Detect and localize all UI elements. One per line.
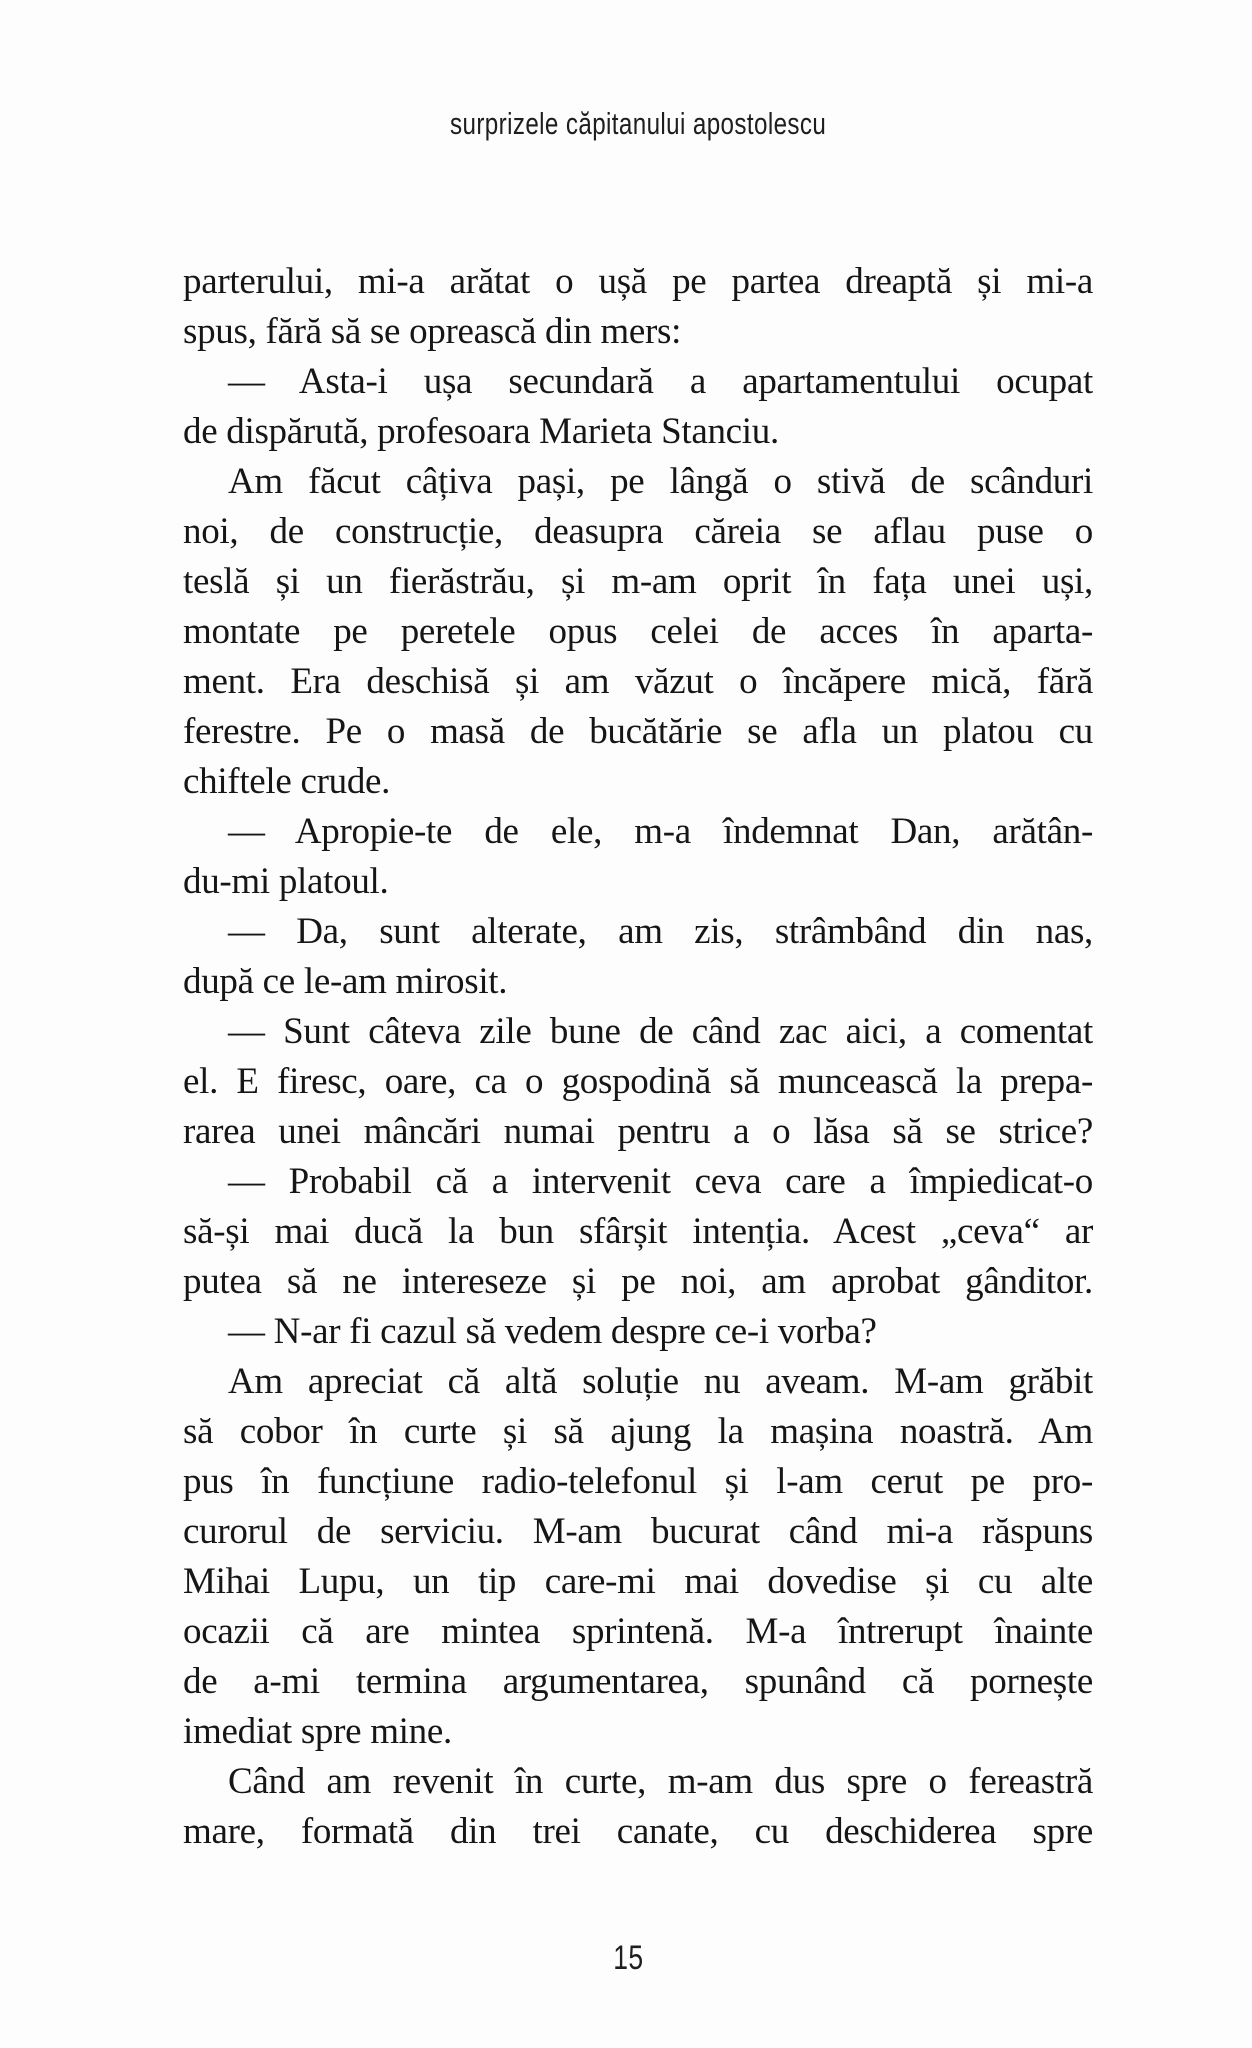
text-line: de dispărută, profesoara Marieta Stanciu. [183,411,779,452]
text-line: parterului, mi-a arătat o ușă pe partea dreaptă și mi-a [183,261,1093,302]
text-block [183,257,1093,1857]
text-line: mare, formată din trei canate, cu deschiderea spre [183,1811,1093,1852]
text-line: chiftele crude. [183,761,391,802]
text-line: Mihai Lupu, un tip care-mi mai dovedise și cu alte [183,1561,1093,1602]
running-header-title: surprizele căpitanului apostolescu [449,106,827,141]
page-number-value: 15 [612,1939,644,1977]
text-line: curorul de serviciu. M-am bucurat când mi-a răspuns [183,1511,1093,1552]
text-line: — Da, sunt alterate, am zis, strâmbând din nas, [228,911,1093,952]
text-line: pus în funcțiune radio-telefonul și l-am cerut pe pro- [183,1461,1093,1502]
text-line: noi, de construcție, deasupra căreia se aflau puse o [183,511,1093,552]
text-line: Am apreciat că altă soluție nu aveam. M-am grăbit [228,1361,1093,1402]
text-line: Când am revenit în curte, m-am dus spre o fereastră [228,1761,1093,1802]
text-line: rarea unei mâncări numai pentru a o lăsa să se strice? [183,1111,1093,1152]
text-line: Am făcut câțiva pași, pe lângă o stivă de scânduri [228,461,1093,502]
running-header [12,106,1252,142]
text-line: spus, fără să se oprească din mers: [183,311,682,352]
text-line: putea să ne intereseze și pe noi, am aprobat gânditor. [183,1261,1093,1302]
text-line: — Sunt câteva zile bune de când zac aici, a comentat [228,1011,1093,1052]
text-line: — N-ar fi cazul să vedem despre ce-i vorba? [228,1311,877,1352]
text-line: să cobor în curte și să ajung la mașina noastră. Am [183,1411,1093,1452]
text-line: montate pe peretele opus celei de acces în aparta- [183,611,1093,652]
text-line: să-și mai ducă la bun sfârșit intenția. Acest „ceva“ ar [183,1211,1093,1252]
text-line: teslă și un fierăstrău, și m-am oprit în fața unei uși, [183,561,1093,602]
text-line: ment. Era deschisă și am văzut o încăpere mică, fără [183,661,1093,702]
text-line: imediat spre mine. [183,1711,452,1752]
text-line: — Asta-i ușa secundară a apartamentului ocupat [228,361,1093,402]
text-line: — Probabil că a intervenit ceva care a împiedicat-o [228,1161,1093,1202]
text-line: ferestre. Pe o masă de bucătărie se afla un platou cu [183,711,1093,752]
text-line: el. E firesc, oare, ca o gospodină să muncească la prepa- [183,1061,1093,1102]
text-line: — Apropie-te de ele, m-a îndemnat Dan, arătân- [228,811,1093,852]
text-line: du-mi platoul. [183,861,389,902]
page-number [2,1933,1252,1983]
text-line: ocazii că are mintea sprintenă. M-a întrerupt înainte [183,1611,1093,1652]
text-line: de a-mi termina argumentarea, spunând că pornește [183,1661,1093,1702]
text-line: după ce le-am mirosit. [183,961,508,1002]
